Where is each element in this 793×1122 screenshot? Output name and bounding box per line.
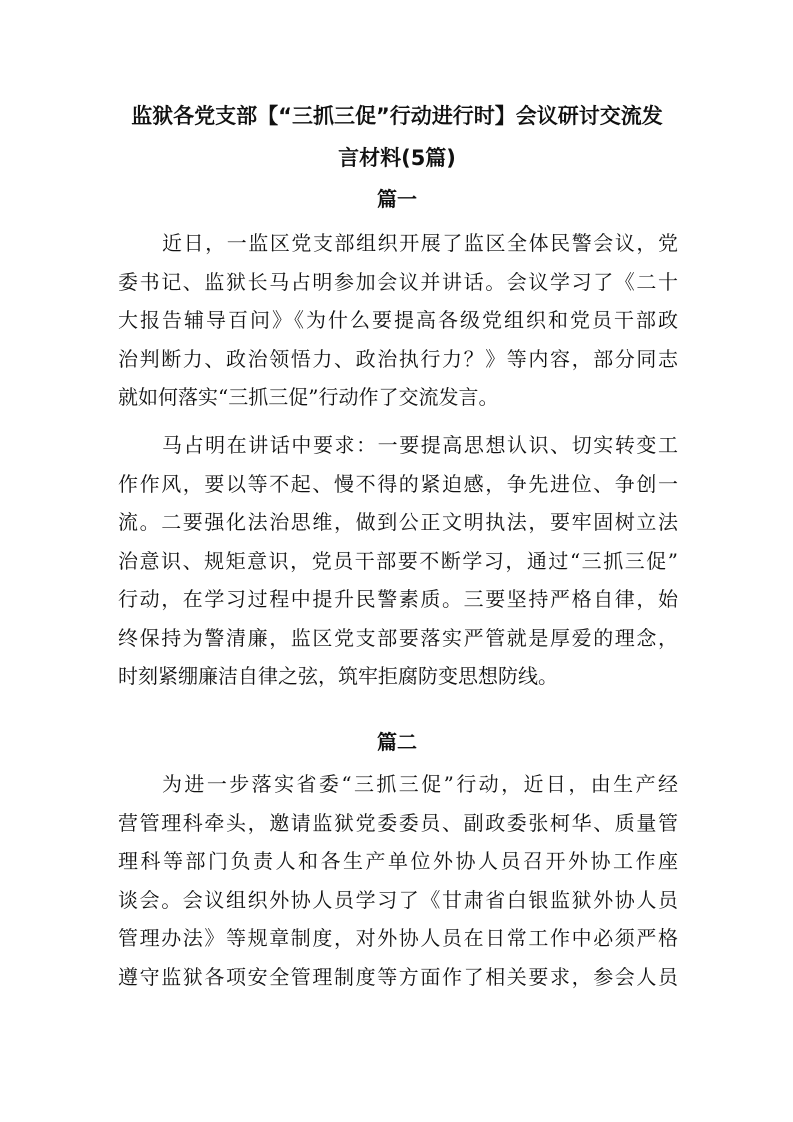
section-1-paragraph-2 [118, 426, 678, 696]
section-heading-1: 篇一 [377, 187, 417, 211]
paragraph-line: 马占明在讲话中要求：一要提高思想认识、切实转变工 [162, 433, 678, 457]
paragraph-line: 行动，在学习过程中提升民警素质。三要坚持严格自律，始 [118, 587, 678, 611]
paragraph-line: 管理办法》等规章制度，对外协人员在日常工作中必须严格 [118, 926, 678, 950]
paragraph-line: 时刻紧绷廉洁自律之弦，筑牢拒腐防变思想防线。 [118, 664, 558, 688]
paragraph-line: 流。二要强化法治思维，做到公正文明执法，要牢固树立法 [118, 510, 678, 534]
paragraph-line: 近日，一监区党支部组织开展了监区全体民警会议，党 [162, 231, 678, 255]
paragraph-line: 就如何落实“三抓三促”行动作了交流发言。 [118, 385, 499, 409]
paragraph-line: 治判断力、政治领悟力、政治执行力？》等内容，部分同志 [118, 346, 678, 371]
paragraph-line: 遵守监狱各项安全管理制度等方面作了相关要求，参会人员 [118, 964, 678, 989]
paragraph-line: 理科等部门负责人和各生产单位外协人员召开外协工作座 [118, 849, 678, 873]
document-title-line-1: 监狱各党支部【“三抓三促”行动进行时】会议研讨交流发 [131, 104, 663, 128]
paragraph-line: 为进一步落实省委“三抓三促”行动，近日，由生产经 [162, 772, 678, 796]
paragraph-line: 终保持为警清廉，监区党支部要落实严管就是厚爱的理念， [118, 625, 678, 650]
paragraph-line: 作作风，要以等不起、慢不得的紧迫感，争先进位、争创一 [118, 471, 678, 496]
section-heading-2: 篇二 [377, 730, 417, 754]
paragraph-line: 治意识、规矩意识，党员干部要不断学习，通过“三抓三促” [118, 548, 678, 573]
document-title-line-2: 言材料(5篇) [338, 146, 456, 170]
paragraph-line: 大报告辅导百问》《为什么要提高各级党组织和党员干部政 [118, 308, 678, 332]
section-2-paragraph-1 [118, 765, 678, 996]
paragraph-line: 委书记、监狱长马占明参加会议并讲话。会议学习了《二十 [118, 269, 678, 294]
section-1-paragraph-1 [118, 224, 678, 417]
paragraph-line: 谈会。会议组织外协人员学习了《甘肃省白银监狱外协人员 [118, 887, 678, 912]
paragraph-line: 营管理科牵头，邀请监狱党委委员、副政委张柯华、质量管 [118, 810, 678, 835]
